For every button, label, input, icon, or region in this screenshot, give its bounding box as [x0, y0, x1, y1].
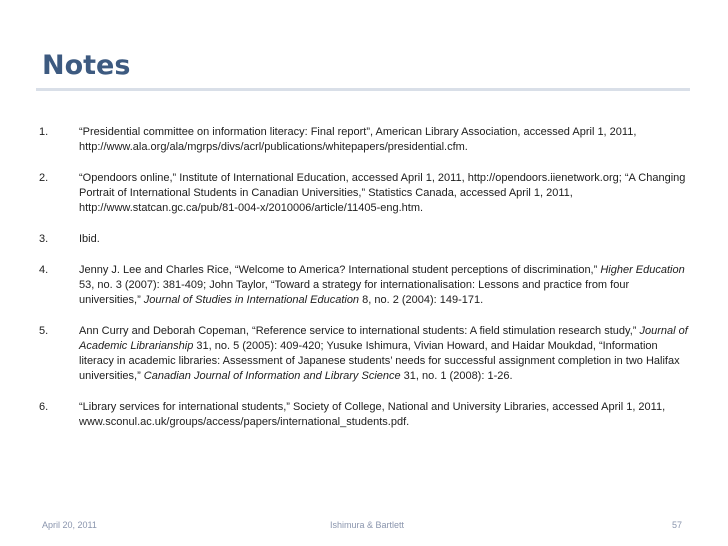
page-number: 57 [672, 520, 683, 530]
title-divider [36, 88, 690, 91]
note-text-part: 31, no. 5 (2005): 409-420; Yusuke Ishimura, Vivian Howard, and Haidar Moukdad, “Information literacy in academic libraries: Assessment of Japanese students’ needs for successful assignment completion in two Halifax universities,” [79, 340, 680, 382]
note-item [39, 400, 689, 430]
note-text: “Opendoors online,” Institute of International Education, accessed April 1, 2011, http://opendoors.iienetwork.org; “A Changing Portrait of International Students in Canadian Universities,” Statistics Canada, accessed April 1, 2011, http://www.statcan.gc.ca/pub/81-004-x/2010006/article/11405-eng.htm. [79, 172, 686, 214]
footer-date: April 20, 2011 [42, 520, 97, 530]
note-text: “Presidential committee on information literacy: Final report”, American Library Association, accessed April 1, 2011, http://www.ala.org/ala/mgrps/divs/acrl/publications/whitepapers/presidential.cfm. [79, 126, 637, 153]
note-text-part: 53, no. 3 (2007): 381-409; John Taylor, “Toward a strategy for internationalisation: Lessons and practice from four universities,” [79, 279, 630, 306]
journal-title: Journal of Studies in International Education [143, 294, 360, 306]
note-text-part: 31, no. 1 (2008): 1-26. [400, 370, 513, 382]
note-text: “Library services for international students,” Society of College, National and University Libraries, accessed April 1, 2011, www.sconul.ac.uk/groups/access/papers/international_students.pdf. [79, 401, 666, 428]
note-item [39, 324, 689, 384]
note-number: 1. [39, 126, 49, 138]
journal-title: Higher Education [600, 264, 685, 276]
slide-title: Notes [42, 50, 131, 81]
note-text: Ibid. [79, 233, 100, 245]
note-text [79, 263, 689, 308]
note-number: 6. [39, 401, 49, 413]
note-number: 5. [39, 325, 49, 337]
note-number: 3. [39, 233, 49, 245]
note-text-part: Ann Curry and Deborah Copeman, “Reference service to international students: A field stimulation research study,” [79, 325, 640, 337]
note-item [39, 232, 689, 247]
journal-title: Canadian Journal of Information and Library Science [143, 370, 401, 382]
note-text-part: Jenny J. Lee and Charles Rice, “Welcome to America? International student perceptions of discrimination,” [79, 264, 601, 276]
footer-authors: Ishimura & Bartlett [330, 520, 405, 530]
journal-title: Journal of Academic Librarianship [79, 325, 688, 352]
note-text-part: 8, no. 2 (2004): 149-171. [359, 294, 484, 306]
note-item [39, 263, 689, 308]
note-number: 2. [39, 172, 49, 184]
note-text [79, 324, 689, 384]
note-item [39, 125, 689, 155]
notes-list [39, 125, 689, 446]
note-item [39, 171, 689, 216]
slide-footer [0, 520, 728, 536]
note-number: 4. [39, 264, 49, 276]
